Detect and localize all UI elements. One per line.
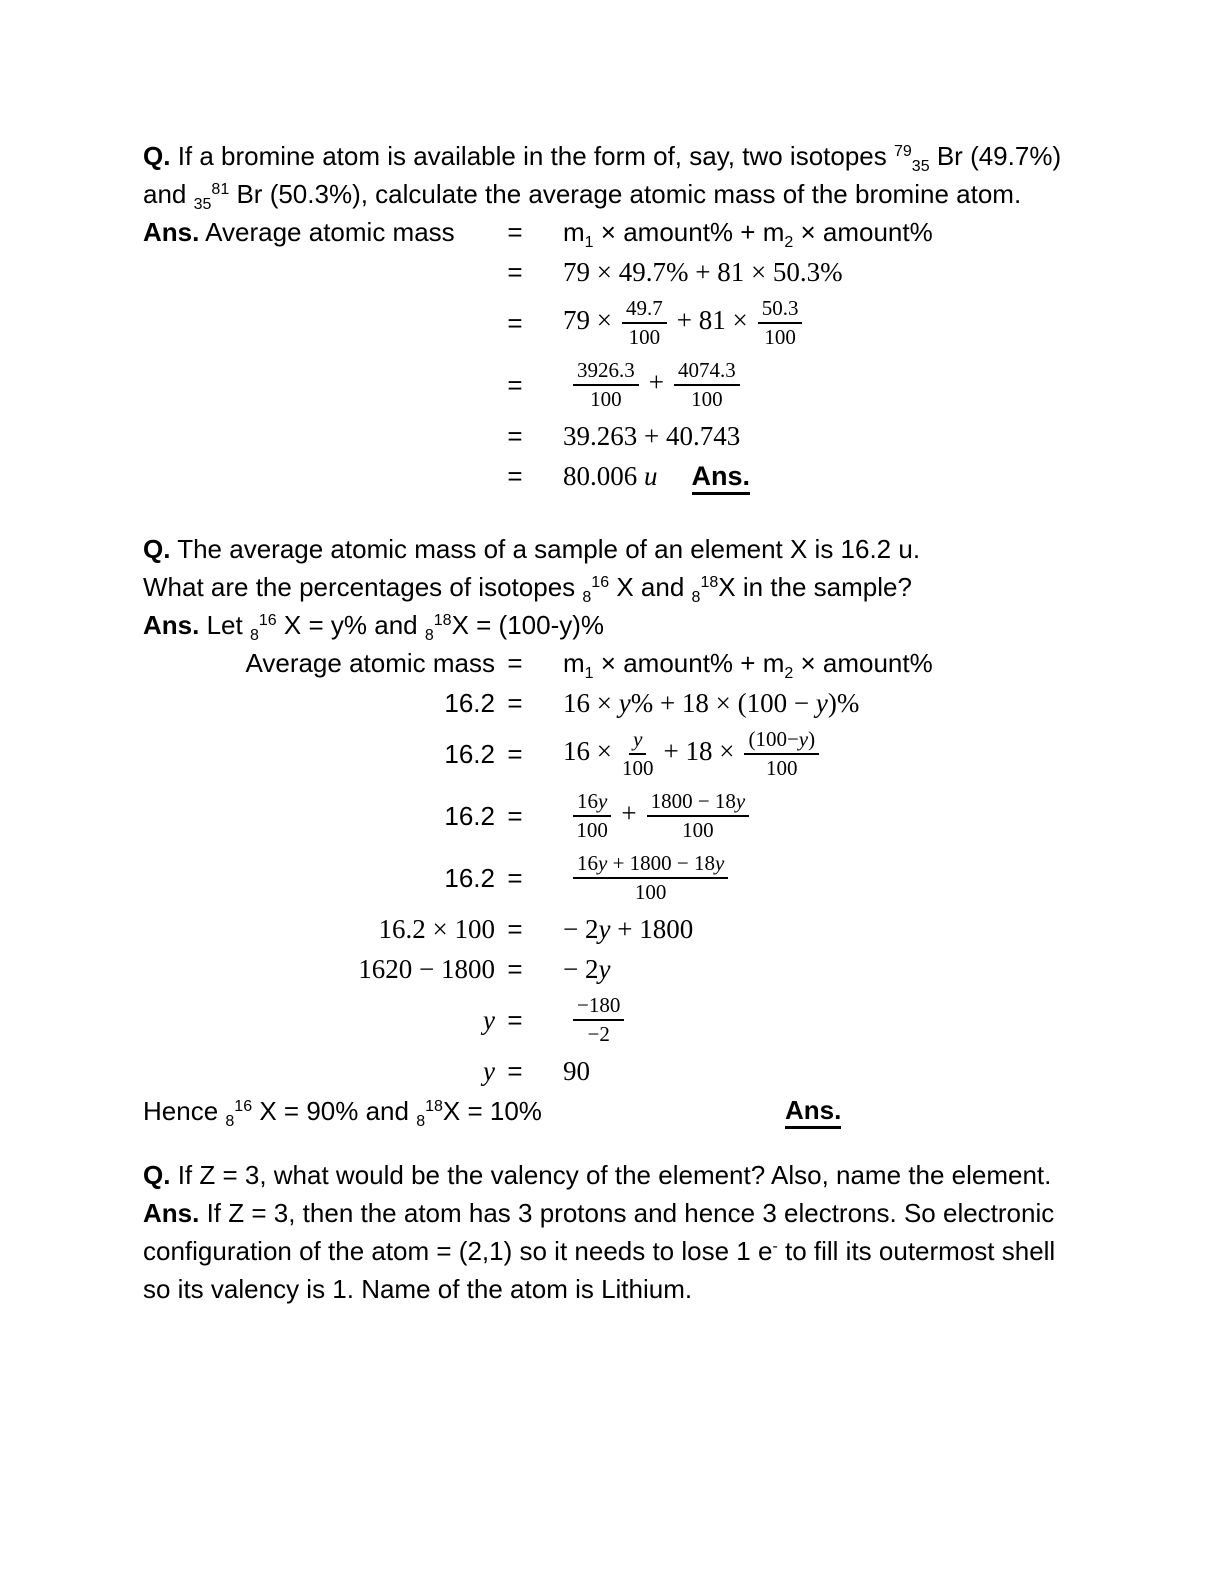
math-term: 16 (577, 789, 598, 813)
denominator: 100 (628, 325, 661, 349)
hence-text: Hence (143, 1096, 219, 1126)
fraction (622, 296, 667, 350)
numerator (647, 789, 750, 817)
variable-y: y (483, 1005, 495, 1035)
answer-2-row-3-lhs: 16.2 (444, 739, 495, 769)
equals-sign: = (507, 648, 523, 678)
math-term: m (762, 217, 785, 247)
equals-sign: = (507, 739, 523, 769)
math-term: m (563, 648, 585, 678)
answer-2-row-3 (143, 724, 1085, 784)
answer-2-row-4-rhs (535, 786, 759, 846)
math-term: 79 × 49.7% + 81 × 50.3% (563, 257, 843, 287)
variable-y: y (715, 851, 725, 875)
final-value: 80.006 (563, 461, 644, 491)
fraction (744, 727, 819, 781)
subscript: 1 (584, 234, 594, 251)
answer-2-row-5-rhs (535, 848, 738, 908)
answer-3-label: Ans. (143, 1198, 200, 1228)
subscript: 2 (784, 234, 794, 251)
atomic-number: 35 (911, 158, 930, 175)
question-1-text-c: (50.3%), calculate the average atomic mass of the bromine atom. (269, 179, 1022, 209)
isotope-x-16-8 (582, 572, 634, 606)
math-term: 16 × (563, 688, 619, 718)
math-term: × amount% + (593, 648, 763, 678)
math-term: (100− (748, 727, 799, 751)
electron-charge-sup: - (772, 1238, 778, 1255)
mass-number: 81 (211, 181, 230, 198)
math-term: + 1800 (610, 914, 694, 944)
fraction (573, 851, 728, 905)
variable-y: y (598, 789, 608, 813)
numerator: 4074.3 (674, 358, 740, 386)
math-term: 16 (577, 851, 598, 875)
isotope-x-18-8 (424, 610, 469, 644)
answer-1-lhs-text: Average atomic mass (205, 217, 455, 247)
mass-number: 16 (591, 574, 610, 591)
unit-u: u (644, 461, 658, 491)
isotope-x-16-8 (249, 610, 302, 644)
question-2 (143, 530, 1085, 644)
hence-text-b: = 10% (467, 1096, 542, 1126)
question-2-label: Q. (143, 534, 171, 564)
math-term: 16 × (563, 736, 612, 767)
answer-1-row-1-rhs (535, 213, 933, 251)
math-term: m (762, 648, 785, 678)
equals-sign: = (507, 217, 523, 247)
question-3-label: Q. (143, 1160, 171, 1190)
equals-sign: = (507, 421, 523, 451)
mass-number: 18 (433, 612, 452, 629)
element-symbol: X (252, 1096, 277, 1126)
equals-sign: = (507, 801, 523, 831)
numerator (629, 727, 646, 755)
element-symbol: Br (229, 179, 263, 209)
atomic-number: 8 (225, 1113, 235, 1130)
math-term: % + 18 × (100 − (630, 688, 816, 718)
denominator: 100 (682, 818, 714, 842)
question-1-text-a: If a bromine atom is available in the form of, say, two isotopes (177, 141, 887, 171)
hence-text-a: = 90% and (283, 1096, 409, 1126)
conclusion-line (143, 1092, 1085, 1130)
variable-y: y (598, 954, 611, 984)
answer-2-row-2-rhs (535, 684, 859, 722)
answer-2-row-2-lhs: 16.2 (444, 688, 495, 718)
atomic-number: 35 (193, 196, 212, 213)
answer-1-row-3 (143, 293, 1085, 353)
denominator: 100 (590, 387, 622, 411)
answer-2-label: Ans. (143, 610, 200, 640)
fraction (573, 358, 639, 412)
math-term: × amount% + (593, 217, 763, 247)
math-term: 90 (563, 1056, 590, 1086)
math-term: − 2 (563, 914, 599, 944)
answer-2-row-4 (143, 786, 1085, 846)
numerator (573, 789, 611, 817)
question-2-text-b: What are the percentages of isotopes (143, 572, 576, 602)
element-symbol: X (718, 572, 736, 602)
math-term: × amount% (793, 648, 933, 678)
element-symbol: X (442, 1096, 461, 1126)
answer-3 (143, 1194, 1085, 1308)
answer-2-row-7-rhs (535, 950, 610, 988)
element-symbol: Br (929, 141, 963, 171)
equals-sign: = (507, 688, 523, 718)
equals-sign: = (507, 954, 523, 984)
math-term: m (563, 217, 585, 247)
equals-sign: = (507, 914, 523, 944)
answer-1-row-6-rhs (535, 457, 750, 495)
equals-sign: = (507, 863, 523, 893)
math-term: + 81 × (676, 305, 748, 336)
answer-1-row-4 (143, 355, 1085, 415)
answer-3-text-b: to fill its outermost shell so its valency is 1. Name of the atom is Lithium. (143, 1236, 1056, 1304)
answer-3-text-a: If Z = 3, then the atom has 3 protons and hence 3 electrons. So electronic configuration of the atom = (2,1) so it needs to lose 1 e (143, 1198, 1055, 1266)
answer-2-row-2 (143, 684, 1085, 722)
answer-1-label: Ans. (143, 217, 200, 247)
answer-2-row-9 (143, 1052, 1085, 1090)
answer-2-let: Let (206, 610, 243, 640)
equals-sign: = (507, 461, 523, 491)
question-2-line-1 (143, 530, 1085, 568)
atomic-number: 8 (424, 627, 434, 644)
denominator: 100 (764, 325, 796, 349)
answer-2-row-5-lhs: 16.2 (444, 863, 495, 893)
mass-number: 18 (425, 1098, 443, 1115)
question-1-text-b: (49.7%) and (143, 141, 1062, 209)
subscript: 2 (784, 665, 794, 682)
numerator: 50.3 (758, 296, 803, 324)
question-2-text-c: and (640, 572, 685, 602)
answer-2-let-b: = (100-y)% (476, 610, 605, 640)
element-symbol: X (276, 610, 302, 640)
answer-2-intro-line (143, 606, 1085, 644)
answer-2-row-8-rhs (535, 990, 634, 1050)
denominator: 100 (691, 387, 723, 411)
answer-2-row-5 (143, 848, 1085, 908)
answer-1-row-5 (143, 417, 1085, 455)
section-gap (143, 497, 1085, 530)
mass-number: 16 (234, 1098, 253, 1115)
math-term: + (648, 367, 664, 398)
atomic-number: 8 (691, 589, 701, 606)
question-3 (143, 1156, 1085, 1194)
math-term: ) (808, 727, 816, 751)
question-2-text-d: in the sample? (742, 572, 912, 602)
answer-2-row-4-lhs: 16.2 (444, 801, 495, 831)
math-term: + 1800 − 18 (607, 851, 716, 875)
answer-1-row-3-rhs (535, 293, 812, 353)
equals-sign: = (507, 370, 523, 400)
fraction (573, 993, 624, 1047)
question-2-line-2 (143, 568, 1085, 606)
equals-sign: = (507, 257, 523, 287)
math-term: )% (827, 688, 860, 718)
answer-1-row-5-rhs (535, 417, 740, 455)
answer-1-row-2-rhs (535, 253, 843, 291)
mass-number: 79 (894, 143, 912, 160)
isotope-br-79-35 (894, 141, 963, 175)
subscript: 1 (584, 665, 594, 682)
answer-2-row-8-lhs (143, 1001, 495, 1039)
isotope-br-81-35 (193, 179, 263, 213)
mass-number: 16 (258, 612, 277, 629)
answer-2-let-a: = y% and (308, 610, 418, 640)
math-term: − 2 (563, 954, 599, 984)
element-symbol: X (609, 572, 634, 602)
isotope-x-18-8 (691, 572, 736, 606)
numerator (744, 727, 819, 755)
answer-2-row-1-lhs: Average atomic mass (245, 648, 495, 678)
section-gap (143, 1130, 1085, 1156)
atomic-number: 8 (582, 589, 592, 606)
numerator: 3926.3 (573, 358, 639, 386)
math-term: 79 × (563, 305, 612, 336)
math-term: × amount% (793, 217, 933, 247)
answer-2-row-1-rhs (535, 644, 933, 682)
variable-y: y (798, 727, 809, 751)
fraction (622, 727, 654, 781)
answer-2-row-9-lhs (143, 1052, 495, 1090)
denominator: 100 (621, 756, 654, 780)
denominator: −2 (587, 1022, 610, 1046)
answer-1-row-2 (143, 253, 1085, 291)
answer-1-row-1 (143, 213, 1085, 251)
denominator: 100 (766, 756, 798, 780)
final-answer-marker: Ans. (692, 461, 751, 495)
element-symbol: X (451, 610, 469, 640)
denominator: 100 (576, 818, 608, 842)
math-term: + (621, 798, 637, 829)
fraction (758, 296, 803, 350)
fraction (674, 358, 740, 412)
answer-2-row-6 (143, 910, 1085, 948)
atomic-number: 8 (416, 1113, 426, 1130)
variable-y: y (618, 688, 631, 718)
answer-2-row-9-rhs (535, 1052, 590, 1090)
answer-2-row-6-lhs: 16.2 × 100 (378, 914, 495, 944)
answer-2-row-1 (143, 644, 1085, 682)
variable-y: y (815, 688, 828, 718)
question-1-label: Q. (143, 141, 171, 171)
equals-sign: = (507, 1056, 523, 1086)
answer-1-lhs (143, 213, 495, 251)
fraction (647, 789, 750, 843)
answer-2-row-6-rhs (535, 910, 693, 948)
isotope-x-16-8 (225, 1096, 277, 1130)
numerator: 49.7 (622, 296, 667, 324)
math-term: 1800 − 18 (650, 789, 736, 813)
variable-y: y (633, 727, 643, 751)
answer-2-row-7-lhs: 1620 − 1800 (358, 954, 495, 984)
answer-1-row-6 (143, 457, 1085, 495)
denominator: 100 (634, 880, 667, 904)
math-term: 39.263 + 40.743 (563, 421, 741, 451)
final-answer-marker: Ans. (785, 1095, 841, 1129)
equals-sign: = (507, 1005, 523, 1035)
numerator (573, 851, 728, 879)
variable-y: y (598, 851, 608, 875)
question-1 (143, 137, 1085, 213)
variable-y: y (735, 789, 746, 813)
variable-y: y (598, 914, 611, 944)
fraction (573, 789, 611, 843)
isotope-x-18-8 (416, 1096, 461, 1130)
answer-2-row-7 (143, 950, 1085, 988)
question-3-text: If Z = 3, what would be the valency of the element? Also, name the element. (177, 1160, 1052, 1190)
answer-2-row-8 (143, 990, 1085, 1050)
atomic-number: 8 (249, 627, 259, 644)
question-2-text-a: The average atomic mass of a sample of an element X is 16.2 u. (177, 534, 921, 564)
math-term: + 18 × (663, 736, 735, 767)
variable-y: y (483, 1056, 495, 1086)
answer-1-row-4-rhs (535, 355, 750, 415)
answer-2-row-3-rhs (535, 724, 829, 784)
equals-sign: = (507, 308, 523, 338)
numerator: −180 (573, 993, 624, 1021)
mass-number: 18 (700, 574, 719, 591)
